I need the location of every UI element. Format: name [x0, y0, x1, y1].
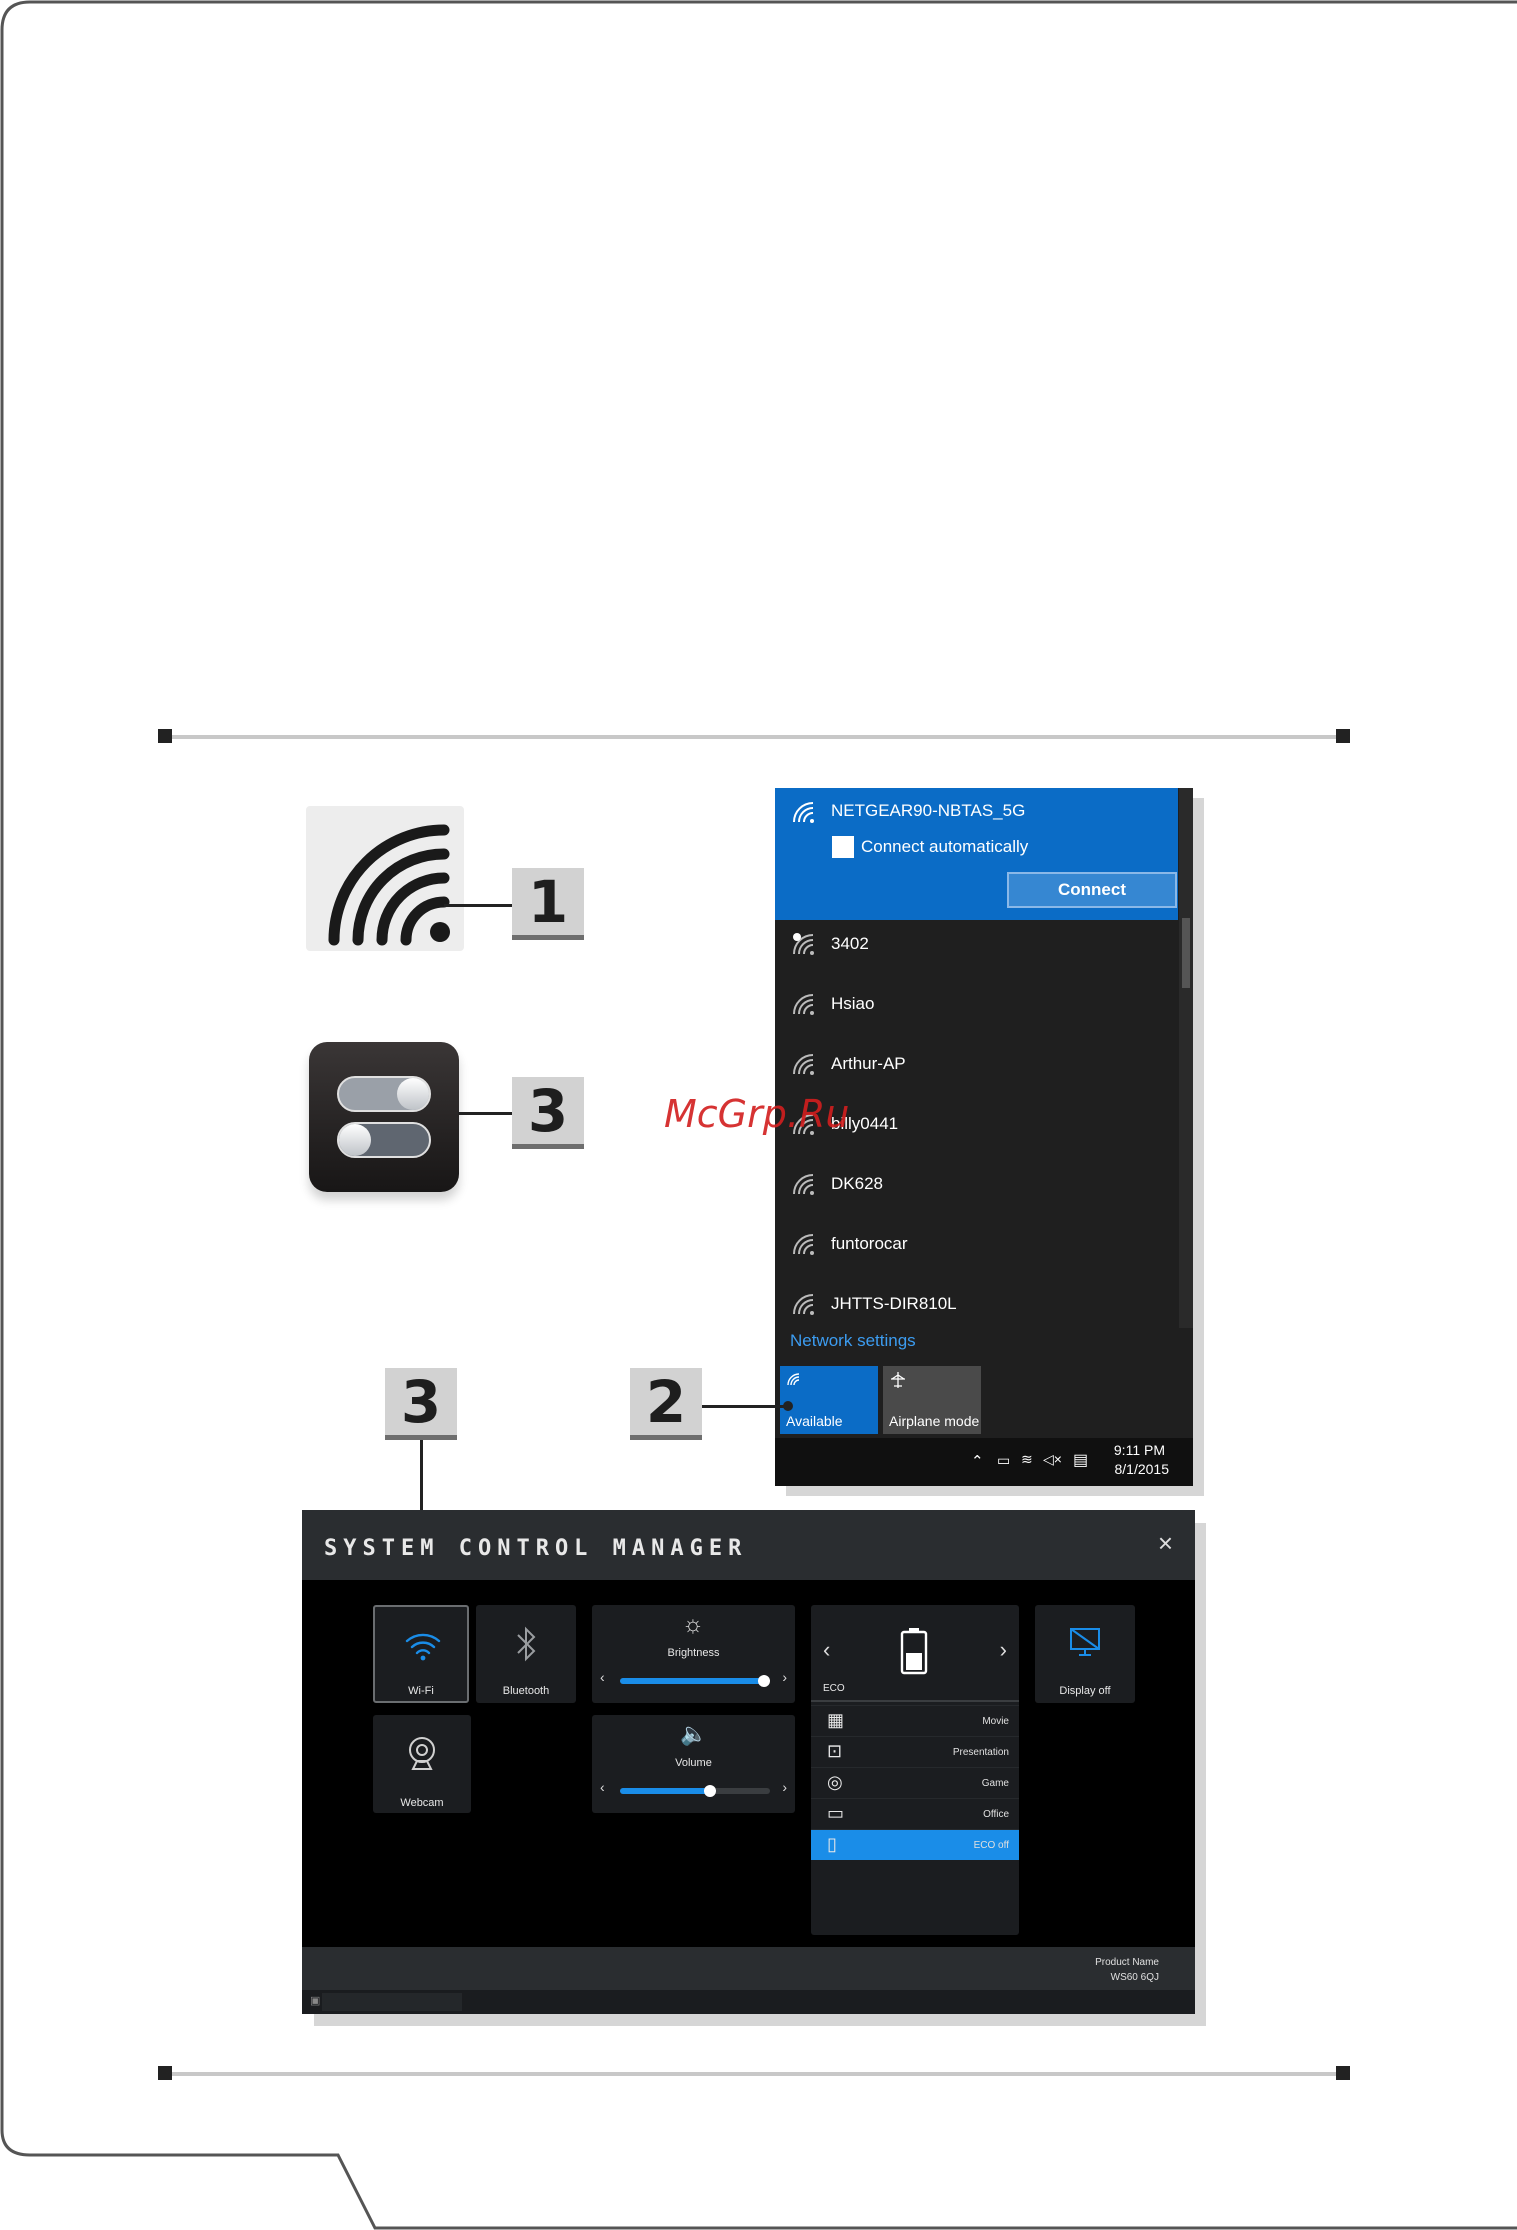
system-control-manager-window	[302, 1510, 1195, 2014]
speaker-mute-icon[interactable]: ◁×	[1043, 1451, 1062, 1467]
power-mode-label: Game	[981, 1778, 1009, 1789]
wifi-tray-icon[interactable]: ≋	[1021, 1451, 1033, 1467]
wifi-icon	[791, 992, 817, 1016]
airplane-mode-tile[interactable]	[883, 1366, 981, 1434]
power-mode-item[interactable]	[811, 1798, 1019, 1829]
wifi-signal-icon	[306, 806, 464, 951]
chevron-up-icon[interactable]: ⌃	[971, 1453, 984, 1470]
bottom-divider	[164, 2072, 1344, 2076]
brightness-slider-fill	[620, 1678, 764, 1684]
current-power-mode: ECO	[823, 1683, 845, 1694]
divider-end-marker	[1336, 729, 1350, 743]
battery-icon[interactable]: ▭	[997, 1452, 1011, 1468]
callout-3: 3	[512, 1077, 584, 1149]
scrollbar-thumb[interactable]	[1182, 918, 1190, 988]
airplane-icon	[889, 1371, 907, 1389]
power-mode-item[interactable]	[811, 1736, 1019, 1767]
top-divider	[164, 735, 1344, 739]
callout-3-scm-wifi: 3	[385, 1368, 457, 1440]
product-name-value: WS60 6QJ	[1110, 1972, 1159, 1983]
toggle-switch-icon	[337, 1122, 431, 1158]
callout-1: 1	[512, 868, 584, 940]
bluetooth-tile-label: Bluetooth	[502, 1685, 550, 1697]
power-mode-label: Office	[983, 1809, 1009, 1820]
selected-network-panel[interactable]	[775, 788, 1178, 920]
network-name: DK628	[831, 1174, 883, 1193]
network-name: funtorocar	[831, 1234, 908, 1253]
system-control-manager-app-icon	[309, 1042, 459, 1192]
wifi-icon	[791, 1292, 817, 1316]
power-mode-label: Movie	[982, 1716, 1009, 1727]
power-mode-label: ECO off	[973, 1840, 1009, 1851]
webcam-toggle-tile[interactable]	[373, 1715, 471, 1813]
presentation-icon: ⊡	[827, 1741, 843, 1761]
display-off-tile[interactable]	[1035, 1605, 1135, 1703]
callout-leader-line	[458, 1112, 512, 1115]
network-list-item[interactable]	[775, 1274, 1178, 1334]
display-off-label: Display off	[1059, 1685, 1111, 1697]
scm-title: SYSTEM CONTROL MANAGER	[324, 1536, 748, 1561]
brightness-slider[interactable]	[620, 1678, 770, 1684]
network-name: billy0441	[831, 1114, 899, 1133]
power-mode-next-arrow[interactable]: ›	[999, 1637, 1007, 1662]
bluetooth-toggle-tile[interactable]	[476, 1605, 576, 1703]
taskbar-search-box[interactable]	[322, 1993, 462, 2011]
battery-icon	[899, 1627, 929, 1675]
wifi-icon	[791, 1172, 817, 1196]
webcam-tile-label: Webcam	[400, 1797, 444, 1809]
divider-end-marker	[158, 2066, 172, 2080]
connect-automatically-label: Connect automatically	[861, 837, 1029, 856]
gamepad-icon: ◎	[827, 1772, 843, 1792]
wifi-toggle-tile[interactable]	[373, 1605, 469, 1703]
scm-header	[302, 1510, 1195, 1580]
network-name: Arthur-AP	[831, 1054, 906, 1073]
callout-leader-line	[444, 904, 512, 907]
volume-tile	[592, 1715, 795, 1813]
power-mode-label: Presentation	[952, 1747, 1009, 1758]
wifi-icon	[791, 1052, 817, 1076]
divider-end-marker	[158, 729, 172, 743]
selected-network-name: NETGEAR90-NBTAS_5G	[831, 801, 1026, 820]
network-list-item[interactable]	[775, 1214, 1178, 1274]
volume-slider-knob[interactable]	[704, 1785, 716, 1797]
wifi-icon	[791, 1232, 817, 1256]
brightness-decrease-arrow[interactable]: ‹	[600, 1669, 605, 1685]
network-flyout	[775, 788, 1193, 1486]
watermark: McGrp.Ru	[664, 1092, 850, 1136]
webcam-icon	[407, 1735, 437, 1771]
callout-leader-line	[702, 1405, 786, 1408]
divider-end-marker	[1336, 2066, 1350, 2080]
power-mode-item[interactable]	[811, 1829, 1019, 1860]
wifi-secured-icon	[791, 932, 817, 956]
wifi-icon	[405, 1631, 441, 1661]
callout-leader-dot	[783, 1401, 793, 1411]
product-name-label: Product Name	[1095, 1957, 1159, 1968]
network-list-item[interactable]	[775, 914, 1178, 974]
callout-2: 2	[630, 1368, 702, 1440]
wifi-icon	[786, 1372, 802, 1386]
power-mode-divider	[811, 1700, 1019, 1702]
network-name: Hsiao	[831, 994, 875, 1013]
volume-increase-arrow[interactable]: ›	[782, 1779, 787, 1795]
clock-date[interactable]: 8/1/2015	[1114, 1461, 1169, 1477]
display-off-icon	[1069, 1627, 1101, 1657]
folder-icon: ▭	[827, 1803, 845, 1823]
network-list-item[interactable]	[775, 1154, 1178, 1214]
bluetooth-icon	[514, 1625, 538, 1663]
windows-start-icon[interactable]: ▣	[310, 1995, 321, 2007]
film-icon: ▦	[827, 1710, 845, 1730]
wifi-tile-label: Available	[786, 1413, 843, 1429]
brightness-slider-knob[interactable]	[758, 1675, 770, 1687]
power-mode-previous-arrow[interactable]: ‹	[823, 1637, 831, 1662]
network-name: JHTTS-DIR810L	[831, 1294, 957, 1313]
close-button[interactable]: ×	[1157, 1528, 1173, 1558]
volume-decrease-arrow[interactable]: ‹	[600, 1779, 605, 1795]
battery-icon: ▯	[827, 1834, 837, 1854]
speaker-icon: 🔈	[680, 1721, 708, 1746]
connect-button[interactable]: Connect	[1007, 872, 1177, 908]
wifi-network-icon	[306, 806, 464, 951]
power-mode-item[interactable]	[811, 1767, 1019, 1798]
airplane-tile-label: Airplane mode	[889, 1413, 980, 1429]
wifi-tile-label: Wi-Fi	[408, 1685, 434, 1697]
windows-taskbar	[302, 1990, 1195, 2014]
brightness-label: Brightness	[667, 1647, 720, 1659]
clock-time[interactable]: 9:11 PM	[1113, 1442, 1165, 1458]
network-list-scrollbar[interactable]	[1179, 788, 1193, 1328]
power-mode-panel	[811, 1605, 1019, 1935]
brightness-tile	[592, 1605, 795, 1703]
network-list-item[interactable]	[775, 974, 1178, 1034]
power-mode-item[interactable]	[811, 1705, 1019, 1736]
wifi-quick-action-tile[interactable]	[780, 1366, 878, 1434]
brightness-icon: ☼	[682, 1611, 704, 1638]
network-list-item[interactable]	[775, 1034, 1178, 1094]
connect-automatically-checkbox[interactable]	[832, 836, 854, 858]
network-name: 3402	[831, 934, 869, 953]
brightness-increase-arrow[interactable]: ›	[782, 1669, 787, 1685]
action-center-icon[interactable]: ▤	[1073, 1452, 1089, 1469]
toggle-switch-icon	[337, 1076, 431, 1112]
network-settings-link[interactable]: Network settings	[790, 1331, 916, 1350]
wifi-icon	[791, 800, 817, 824]
volume-slider[interactable]	[620, 1788, 770, 1794]
volume-slider-fill	[620, 1788, 710, 1794]
volume-label: Volume	[675, 1757, 712, 1769]
